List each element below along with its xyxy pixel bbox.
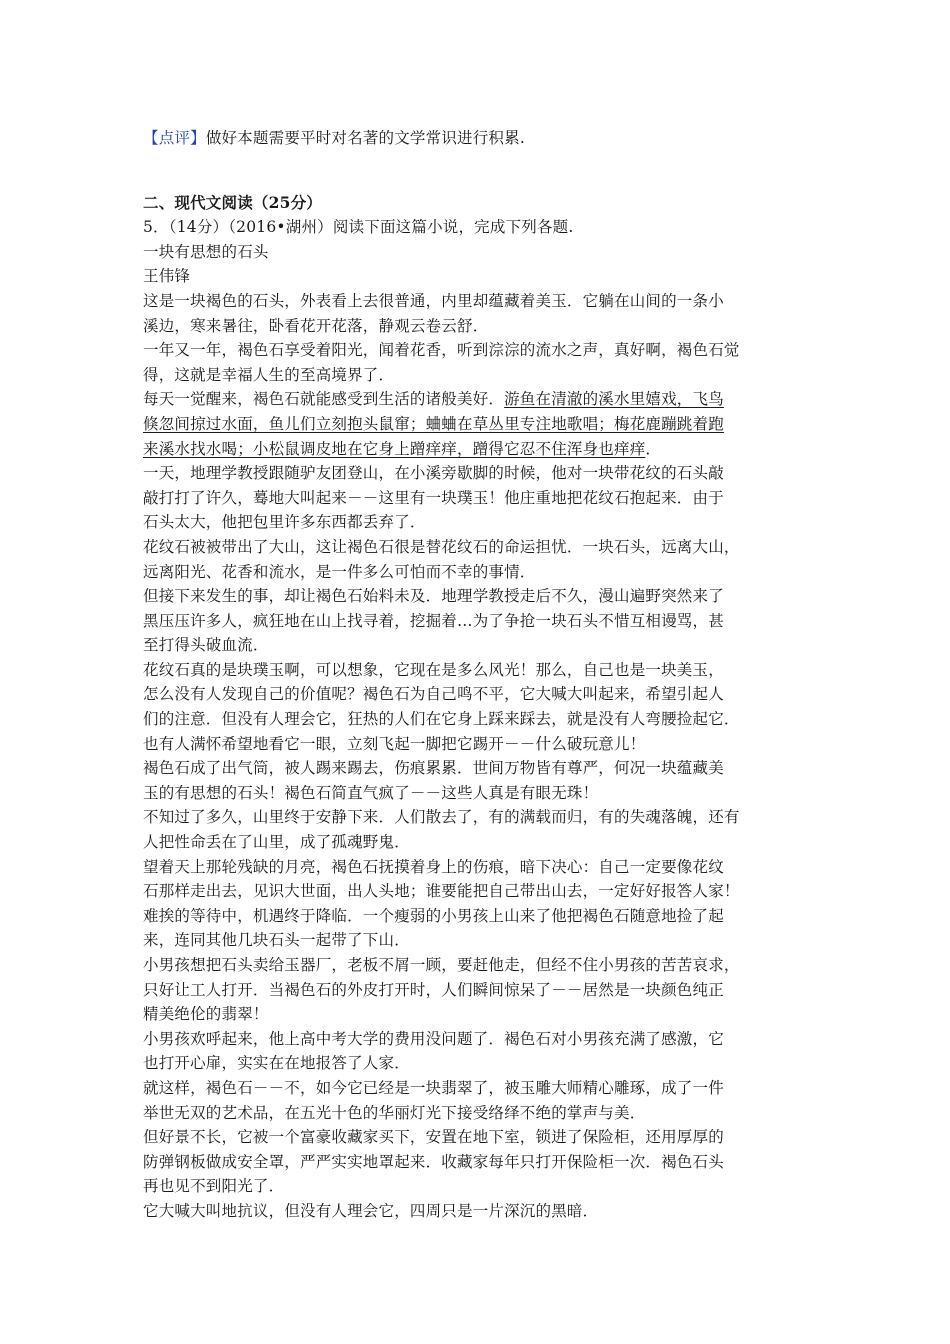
story-line: 难挨的等待中，机遇终于降临．一个瘦弱的小男孩上山来了他把褐色石随意地捡了起 <box>143 906 724 925</box>
story-line: 望着天上那轮残缺的月亮，褐色石抚摸着身上的伤痕，暗下决心：自己一定要像花纹 <box>143 857 724 876</box>
story-line: 防弹钢板做成安全罩，严严实实地罩起来．收藏家每年只打开保险柜一次．褐色石头 <box>143 1152 724 1171</box>
story-line: 举世无双的艺术品，在五光十色的华丽灯光下接受络绎不绝的掌声与美． <box>143 1103 646 1122</box>
section-title: 二、现代文阅读（25分） <box>143 192 322 212</box>
story-body <box>143 289 815 1224</box>
question-prompt: 5．（14分）（2016•湖州）阅读下面这篇小说，完成下列各题. <box>143 218 574 237</box>
story-line: 但好景不长，它被一个富豪收藏家买下，安置在地下室，锁进了保险柜，还用厚厚的 <box>143 1128 724 1147</box>
story-line: 但接下来发生的事，却让褐色石始料未及．地理学教授走后不久，漫山遍野突然来了 <box>143 587 724 606</box>
story-line: 一年又一年，褐色石享受着阳光，闻着花香，听到淙淙的流水之声，真好啊，褐色石觉 <box>143 341 740 360</box>
story-line: 石那样走出去，见识大世面，出人头地；谁要能把自己带出山去，一定好好报答人家！ <box>143 882 740 901</box>
story-line: 至打得头破血流． <box>143 636 269 655</box>
story-line: 黑压压许多人，疯狂地在山上找寻着，挖掘着…为了争抢一块石头不惜互相谩骂，甚 <box>143 611 724 630</box>
story-line: 溪边，寒来暑往，卧看花开花落，静观云卷云舒． <box>143 316 489 335</box>
review-tag: 【点评】 <box>143 129 206 147</box>
review-text: 做好本题需要平时对名著的文学常识进行积累. <box>205 129 525 147</box>
story-line: 人把性命丢在了山里，成了孤魂野鬼． <box>143 833 410 852</box>
story-line <box>143 412 815 437</box>
story-line: 只好让工人打开．当褐色石的外皮打开时，人们瞬间惊呆了－－居然是一块颜色纯正 <box>143 980 724 999</box>
story-line: 再也见不到阳光了． <box>143 1177 285 1196</box>
story-line: 小男孩想把石头卖给玉器厂，老板不屑一顾，要赶他走，但经不住小男孩的苦苦哀求， <box>143 956 740 974</box>
story-line: 也有人满怀希望地看它一眼，立刻飞起一脚把它踢开－－什么破玩意儿！ <box>143 734 646 753</box>
story-line: 小男孩欢呼起来，他上高中考大学的费用没问题了．褐色石对小男孩充满了感激，它 <box>143 1029 724 1048</box>
story-line: 来，连同其他几块石头一起带了下山． <box>143 931 410 950</box>
story-line: 就这样，褐色石－－不，如今它已经是一块翡翠了，被玉雕大师精心雕琢，成了一件 <box>143 1078 724 1097</box>
document-page <box>143 126 815 1224</box>
underlined-passage: 倏忽间掠过水面，鱼儿们立刻抱头鼠窜；蛐蛐在草丛里专注地歌唱；梅花鹿蹦跳着跑 <box>143 414 724 433</box>
story-title: 一块有思想的石头 <box>143 242 269 261</box>
story-line: 玉的有思想的石头！褐色石简直气疯了－－这些人真是有眼无珠！ <box>143 783 599 802</box>
story-line: 们的注意．但没有人理会它，狂热的人们在它身上踩来踩去，就是没有人弯腰捡起它． <box>143 710 740 729</box>
story-line: 得，这就是幸福人生的至高境界了． <box>143 365 395 384</box>
review-note <box>143 126 815 151</box>
story-line: 它大喊大叫地抗议，但没有人理会它，四周只是一片深沉的黑暗． <box>143 1201 599 1220</box>
story-line: 一天，地理学教授跟随驴友团登山，在小溪旁歇脚的时候，他对一块带花纹的石头敲 <box>143 464 724 483</box>
story-line: 每天一觉醒来，褐色石就能感受到生活的诸般美好．游鱼在清澈的溪水里嬉戏，飞鸟 <box>143 390 724 409</box>
story-line: 这是一块褐色的石头，外表看上去很普通，内里却蕴藏着美玉．它躺在山间的一条小 <box>143 291 724 310</box>
story-line: 褐色石成了出气筒，被人踢来踢去，伤痕累累．世间万物皆有尊严，何况一块蕴藏美 <box>143 759 724 778</box>
story-line: 来溪水找水喝；小松鼠调皮地在它身上蹭痒痒，蹭得它忍不住浑身也痒痒． <box>143 439 662 458</box>
story-line: 石头太大，他把包里许多东西都丢弃了． <box>143 513 426 532</box>
story-author: 王伟锋 <box>143 267 191 286</box>
story-line: 花纹石被被带出了大山，这让褐色石很是替花纹石的命运担忧．一块石头，远离大山， <box>143 537 740 556</box>
story-line: 花纹石真的是块璞玉啊，可以想象，它现在是多么风光！那么，自己也是一块美玉， <box>143 660 724 679</box>
story-line: 怎么没有人发现自己的价值呢？褐色石为自己鸣不平，它大喊大叫起来，希望引起人 <box>143 685 724 704</box>
story-line: 精美绝伦的翡翠！ <box>143 1005 269 1024</box>
story-line: 远离阳光、花香和流水，是一件多么可怕而不幸的事情． <box>143 562 536 581</box>
story-line: 也打开心扉，实实在在地报答了人家． <box>143 1054 410 1073</box>
underlined-passage: 来溪水找水喝；小松鼠调皮地在它身上蹭痒痒，蹭得它忍不住浑身也痒痒 <box>143 439 646 458</box>
story-line: 敲打打了许久，蓦地大叫起来－－这里有一块璞玉！他庄重地把花纹石抱起来．由于 <box>143 488 724 507</box>
story-line: 不知过了多久，山里终于安静下来．人们散去了，有的满载而归，有的失魂落魄，还有 <box>143 808 740 827</box>
underlined-passage: 游鱼在清澈的溪水里嬉戏，飞鸟 <box>504 390 724 409</box>
